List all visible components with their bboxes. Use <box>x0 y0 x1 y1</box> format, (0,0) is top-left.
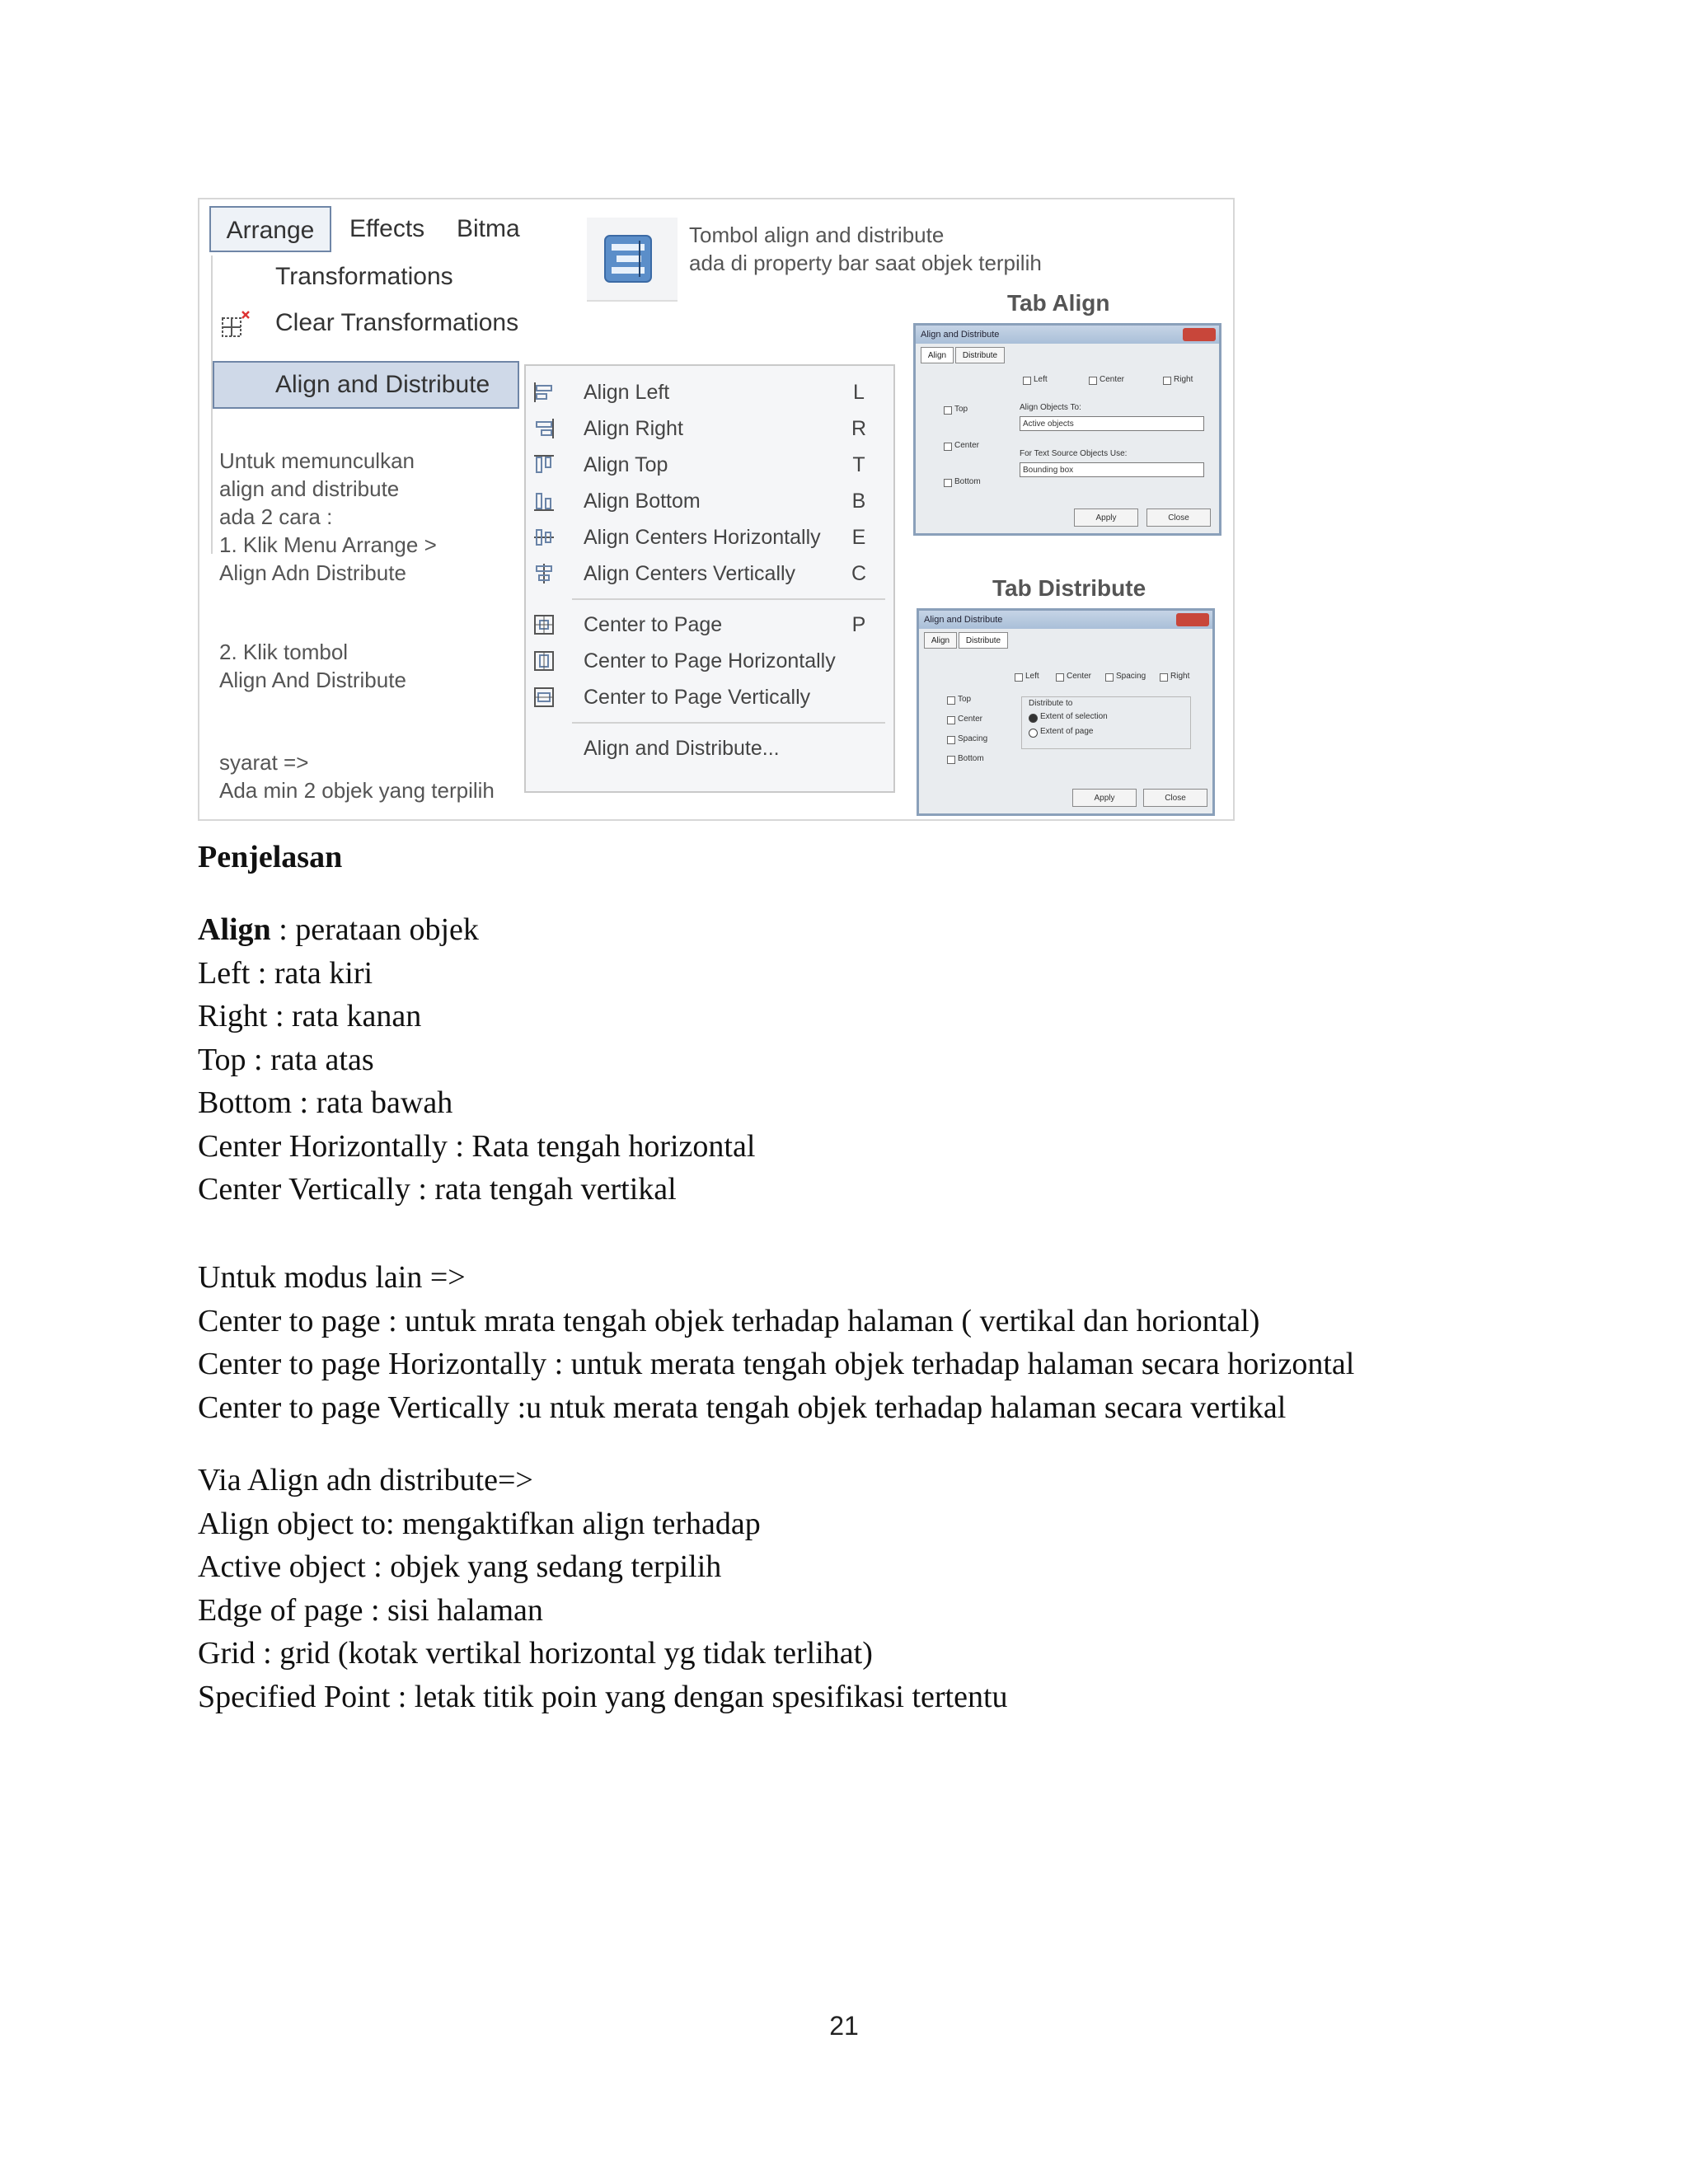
note-line: ada 2 cara : <box>219 504 333 529</box>
dropdown-item-align-distribute[interactable] <box>213 361 519 409</box>
submenu-label: Align Bottom <box>584 490 701 513</box>
text-source-label: For Text Source Objects Use: <box>1020 449 1128 458</box>
submenu-item-center-page-v[interactable] <box>526 679 893 715</box>
dropdown-item-label: Transformations <box>275 263 453 290</box>
tab-distribute[interactable]: Distribute <box>959 632 1008 649</box>
submenu-shortcut: R <box>851 417 867 440</box>
submenu-item-align-top[interactable] <box>526 447 893 483</box>
note-line: syarat => <box>219 750 309 775</box>
center-page-v-icon <box>532 686 556 709</box>
dropdown-item-label: Align and Distribute <box>275 371 490 398</box>
submenu-label: Align Centers Vertically <box>584 562 796 585</box>
submenu-label: Center to Page Vertically <box>584 686 811 709</box>
checkbox-left[interactable] <box>1023 377 1031 385</box>
toolbar-button-area <box>587 218 678 302</box>
close-button[interactable]: Close <box>1146 509 1211 527</box>
close-icon[interactable] <box>1176 613 1209 626</box>
checkbox-center[interactable] <box>1089 377 1097 385</box>
submenu-item-align-and-distribute[interactable] <box>526 730 893 766</box>
note-line: 1. Klik Menu Arrange > <box>219 532 437 557</box>
submenu-shortcut: E <box>851 526 866 549</box>
submenu-item-align-centers-h[interactable] <box>526 519 893 555</box>
align-submenu <box>524 364 895 793</box>
note-steps <box>219 447 516 587</box>
page-number: 21 <box>829 2011 859 2041</box>
checkbox-spacing[interactable] <box>1105 673 1114 682</box>
close-icon[interactable] <box>1183 328 1216 341</box>
text-line: Center Horizontally : Rata tengah horizontal <box>198 1128 756 1164</box>
submenu-item-align-centers-v[interactable] <box>526 555 893 592</box>
submenu-label: Center to Page <box>584 613 723 636</box>
checkbox-label: Center <box>954 441 980 450</box>
note-step2 <box>219 638 516 694</box>
distribute-to-label: Distribute to <box>1029 699 1073 708</box>
align-bottom-icon <box>532 490 556 513</box>
via-section <box>198 1459 1008 1718</box>
align-term-def: : perataan objek <box>270 912 479 947</box>
dialog-distribute <box>917 608 1215 816</box>
checkbox-label: Bottom <box>954 477 981 486</box>
checkbox-bottom[interactable] <box>947 756 955 764</box>
text-line: Align object to: mengaktifkan align terhadap <box>198 1506 761 1541</box>
checkbox-center-v[interactable] <box>944 443 952 451</box>
submenu-shortcut: P <box>851 613 866 636</box>
note-line: Tombol align and distribute <box>689 223 945 247</box>
menu-effects[interactable]: Effects <box>349 215 425 242</box>
text-line: Center to page : untuk mrata tengah objek terhadap halaman ( vertikal dan horiontal) <box>198 1303 1260 1338</box>
text-source-select[interactable]: Bounding box <box>1020 462 1204 477</box>
center-page-h-icon <box>532 649 556 673</box>
checkbox-label: Spacing <box>958 734 988 743</box>
note-line: 2. Klik tombol <box>219 640 349 664</box>
text-line: Grid : grid (kotak vertikal horizontal yg tidak terlihat) <box>198 1636 873 1671</box>
checkbox-top[interactable] <box>944 406 952 415</box>
checkbox-label: Right <box>1174 375 1193 384</box>
dropdown-item-clear-transformations[interactable] <box>213 302 519 344</box>
submenu-shortcut: C <box>851 562 867 585</box>
section-heading: Penjelasan <box>198 840 343 874</box>
text-line: Edge of page : sisi halaman <box>198 1592 543 1628</box>
dialog-align <box>913 323 1221 536</box>
radio-label: Extent of selection <box>1040 712 1108 721</box>
dialog-title: Align and Distribute <box>916 326 1219 344</box>
checkbox-spacing-v[interactable] <box>947 736 955 744</box>
submenu-shortcut: B <box>851 490 866 513</box>
center-page-icon <box>532 613 556 636</box>
note-line: align and distribute <box>219 476 400 501</box>
submenu-label: Align Left <box>584 381 670 404</box>
align-distribute-toolbar-icon[interactable] <box>602 232 654 285</box>
tab-distribute-title: Tab Distribute <box>992 575 1146 601</box>
checkbox-label: Top <box>954 405 968 414</box>
distribute-to-group <box>1021 696 1191 749</box>
align-right-icon <box>532 417 556 440</box>
note-line: Align And Distribute <box>219 668 406 692</box>
menu-bar <box>209 206 519 254</box>
text-line: Right : rata kanan <box>198 999 422 1033</box>
align-term: Align <box>198 912 271 947</box>
checkbox-left[interactable] <box>1015 673 1023 682</box>
checkbox-label: Top <box>958 695 972 704</box>
note-toolbar <box>689 221 1200 277</box>
dropdown-item-label: Clear Transformations <box>275 309 519 336</box>
checkbox-label: Center <box>1067 672 1092 681</box>
dropdown-item-transformations[interactable] <box>213 255 519 298</box>
align-to-label: Align Objects To: <box>1020 403 1081 412</box>
radio-extent-selection[interactable] <box>1029 714 1038 723</box>
checkbox-right[interactable] <box>1160 673 1168 682</box>
submenu-label: Align Top <box>584 453 668 476</box>
checkbox-center-v[interactable] <box>947 716 955 724</box>
align-center-v-icon <box>532 562 556 585</box>
checkbox-label: Spacing <box>1116 672 1146 681</box>
submenu-label: Align and Distribute... <box>584 737 780 760</box>
tab-align[interactable]: Align <box>921 347 954 363</box>
submenu-label: Center to Page Horizontally <box>584 649 836 673</box>
apply-button[interactable]: Apply <box>1074 509 1138 527</box>
tab-distribute[interactable]: Distribute <box>955 347 1005 363</box>
text-line: Via Align adn distribute=> <box>198 1463 533 1497</box>
align-left-icon <box>532 381 556 404</box>
text-line: Center to page Vertically :u ntuk merata tengah objek terhadap halaman secara vertikal <box>198 1390 1287 1425</box>
text-line: Center Vertically : rata tengah vertikal <box>198 1172 677 1207</box>
checkbox-right[interactable] <box>1163 377 1171 385</box>
note-line: Align Adn Distribute <box>219 560 406 585</box>
checkbox-label: Bottom <box>958 754 984 763</box>
submenu-item-align-left[interactable] <box>526 374 893 410</box>
checkbox-label: Center <box>1100 375 1125 384</box>
note-line: ada di property bar saat objek terpilih <box>689 251 1042 275</box>
other-modes-section <box>198 1256 1354 1429</box>
menu-arrange[interactable]: Arrange <box>209 206 331 252</box>
tab-align[interactable]: Align <box>924 632 957 649</box>
checkbox-label: Left <box>1025 672 1039 681</box>
close-button[interactable]: Close <box>1143 789 1207 807</box>
submenu-separator <box>572 722 885 724</box>
text-line: Left : rata kiri <box>198 955 373 991</box>
screenshot-figure <box>198 198 1235 821</box>
radio-label: Extent of page <box>1040 727 1094 736</box>
checkbox-label: Left <box>1034 375 1048 384</box>
menu-bitmaps[interactable]: Bitma <box>457 215 520 242</box>
text-line: Center to page Horizontally : untuk merata tengah objek terhadap halaman secara horizontal <box>198 1347 1355 1381</box>
checkbox-label: Center <box>958 715 983 724</box>
align-section <box>198 908 755 1212</box>
text-line: Specified Point : letak titik poin yang dengan spesifikasi tertentu <box>198 1679 1008 1714</box>
tab-align-title: Tab Align <box>1007 290 1110 316</box>
align-definition <box>198 908 755 952</box>
submenu-item-center-page-h[interactable] <box>526 643 893 679</box>
align-to-select[interactable]: Active objects <box>1020 416 1204 431</box>
apply-button[interactable]: Apply <box>1072 789 1137 807</box>
text-line: Top : rata atas <box>198 1042 374 1077</box>
text-line: Bottom : rata bawah <box>198 1085 453 1120</box>
checkbox-label: Right <box>1170 672 1190 681</box>
note-line: Untuk memunculkan <box>219 448 415 473</box>
align-top-icon <box>532 453 556 476</box>
align-center-h-icon <box>532 526 556 549</box>
submenu-item-center-page[interactable] <box>526 607 893 643</box>
text-line: Active object : objek yang sedang terpilih <box>198 1549 722 1584</box>
checkbox-center[interactable] <box>1056 673 1064 682</box>
checkbox-bottom[interactable] <box>944 479 952 487</box>
note-line: Ada min 2 objek yang terpilih <box>219 778 495 803</box>
dialog-title: Align and Distribute <box>919 611 1212 629</box>
submenu-item-align-bottom[interactable] <box>526 483 893 519</box>
clear-transform-icon <box>219 310 252 340</box>
submenu-shortcut: T <box>852 453 865 476</box>
submenu-separator <box>572 598 885 600</box>
checkbox-top[interactable] <box>947 696 955 705</box>
submenu-shortcut: L <box>853 381 865 404</box>
radio-extent-page[interactable] <box>1029 729 1038 738</box>
text-line: Untuk modus lain => <box>198 1260 466 1295</box>
note-syarat <box>219 748 549 804</box>
submenu-label: Align Centers Horizontally <box>584 526 821 549</box>
submenu-item-align-right[interactable] <box>526 410 893 447</box>
submenu-label: Align Right <box>584 417 683 440</box>
